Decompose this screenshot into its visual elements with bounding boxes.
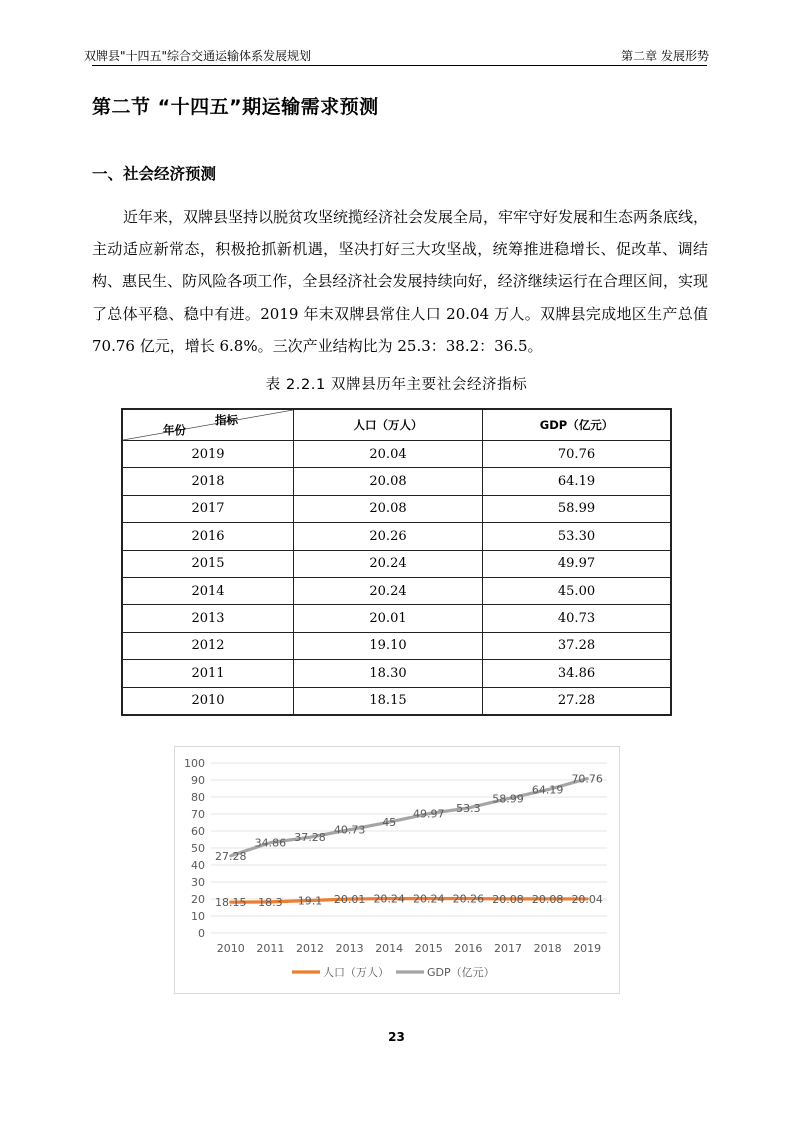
data-label: 20.01 (333, 892, 366, 906)
header-rule (92, 65, 707, 66)
data-label: 70.76 (571, 772, 603, 786)
table-row (122, 495, 671, 522)
cell-year: 2015 (122, 550, 294, 577)
y-tick-label: 90 (191, 774, 205, 787)
legend-label: 人口（万人） (323, 966, 389, 979)
running-header-chapter: 第二章 发展形势 (621, 49, 709, 63)
y-tick-label: 20 (191, 893, 205, 906)
corner-label-indicator: 指标 (215, 413, 238, 427)
cell-gdp: 70.76 (483, 441, 672, 468)
indicators-table (121, 408, 672, 716)
table-row (122, 550, 671, 577)
table-corner-cell (122, 409, 294, 441)
body-paragraph (92, 201, 708, 362)
y-tick-label: 100 (184, 757, 205, 770)
y-tick-label: 70 (191, 808, 205, 821)
page-number: 23 (388, 1030, 405, 1044)
x-tick-label: 2011 (256, 942, 285, 955)
data-label: 20.24 (373, 892, 405, 906)
data-label: 58.99 (492, 792, 524, 806)
cell-year: 2010 (122, 687, 294, 715)
table-row (122, 468, 671, 495)
table-row (122, 632, 671, 659)
corner-label-year: 年份 (163, 423, 186, 437)
cell-gdp: 45.00 (483, 577, 672, 604)
cell-year: 2017 (122, 495, 294, 522)
cell-population: 20.24 (294, 577, 483, 604)
data-label: 64.19 (531, 783, 564, 797)
data-label: 27.28 (215, 849, 247, 863)
data-label: 18.3 (258, 895, 283, 909)
data-label: 20.08 (492, 892, 524, 906)
x-tick-label: 2012 (296, 942, 324, 955)
cell-gdp: 49.97 (483, 550, 672, 577)
cell-year: 2012 (122, 632, 294, 659)
table-row (122, 577, 671, 604)
x-tick-label: 2019 (573, 942, 602, 955)
line-chart (175, 747, 621, 995)
column-header-gdp: GDP（亿元） (483, 409, 672, 441)
x-tick-label: 2015 (414, 942, 443, 955)
cell-year: 2014 (122, 577, 294, 604)
x-tick-label: 2010 (216, 942, 245, 955)
cell-population: 20.08 (294, 468, 483, 495)
data-label: 34.86 (254, 836, 287, 850)
cell-gdp: 34.86 (483, 660, 672, 687)
x-tick-label: 2017 (494, 942, 522, 955)
cell-year: 2018 (122, 468, 294, 495)
cell-population: 20.01 (294, 605, 483, 632)
data-label: 19.1 (297, 894, 323, 908)
x-tick-label: 2016 (454, 942, 483, 955)
chart-frame (174, 746, 620, 994)
cell-year: 2016 (122, 523, 294, 550)
table-header-row (122, 409, 671, 441)
y-tick-label: 80 (191, 791, 205, 804)
data-label: 37.28 (294, 831, 326, 845)
table-row (122, 441, 671, 468)
data-label: 40.73 (333, 823, 366, 837)
cell-population: 20.26 (294, 523, 483, 550)
section-title: 第二节 “十四五”期运输需求预测 (92, 96, 379, 118)
y-tick-label: 0 (198, 927, 205, 940)
column-header-population: 人口（万人） (294, 409, 483, 441)
cell-population: 20.08 (294, 495, 483, 522)
x-tick-label: 2018 (533, 942, 562, 955)
body-paragraph-text: 近年来，双牌县坚持以脱贫攻坚统揽经济社会发展全局，牢牢守好发展和生态两条底线，主动适应新常态，积极抢抓新机遇，坚决打好三大攻坚战，统筹推进稳增长、促改革、调结构、惠民生、防风险各项工作，全县经济社会发展持续向好，经济继续运行在合理区间，实现了总体平稳、稳中有进。2019 年末双牌县常住人口 20.04 万人。双牌县完成地区生产总值 70.76 亿元，增长 6.8%。三次产业结构比为 25.3：38.2：36.5。 (92, 208, 709, 355)
table-row (122, 687, 671, 715)
running-header-title: 双牌县"十四五"综合交通运输体系发展规划 (84, 49, 312, 63)
table-caption: 表 2.2.1 双牌县历年主要社会经济指标 (265, 377, 528, 393)
cell-population: 19.10 (294, 632, 483, 659)
cell-gdp: 58.99 (483, 495, 672, 522)
table-row (122, 605, 671, 632)
x-tick-label: 2013 (335, 942, 364, 955)
cell-year: 2019 (122, 441, 294, 468)
cell-gdp: 40.73 (483, 605, 672, 632)
cell-year: 2011 (122, 660, 294, 687)
y-tick-label: 60 (191, 825, 205, 838)
cell-gdp: 53.30 (483, 523, 672, 550)
cell-gdp: 64.19 (483, 468, 672, 495)
table-row (122, 523, 671, 550)
data-label: 20.26 (452, 892, 485, 906)
cell-population: 20.24 (294, 550, 483, 577)
cell-population: 18.30 (294, 660, 483, 687)
cell-year: 2013 (122, 605, 294, 632)
y-tick-label: 40 (191, 859, 205, 872)
legend-label: GDP（亿元） (427, 966, 495, 979)
data-label: 20.08 (531, 892, 564, 906)
cell-population: 20.04 (294, 441, 483, 468)
subsection-title: 一、社会经济预测 (92, 165, 217, 183)
cell-population: 18.15 (294, 687, 483, 715)
data-label: 18.15 (215, 896, 247, 910)
data-label: 45 (382, 816, 397, 830)
y-tick-label: 50 (191, 842, 205, 855)
data-label: 53.3 (456, 801, 481, 815)
data-label: 20.24 (413, 892, 445, 906)
y-tick-label: 10 (191, 910, 205, 923)
x-tick-label: 2014 (375, 942, 404, 955)
y-tick-label: 30 (191, 876, 205, 889)
data-label: 20.04 (571, 892, 603, 906)
table-row (122, 660, 671, 687)
cell-gdp: 27.28 (483, 687, 672, 715)
data-label: 49.97 (413, 807, 445, 821)
cell-gdp: 37.28 (483, 632, 672, 659)
